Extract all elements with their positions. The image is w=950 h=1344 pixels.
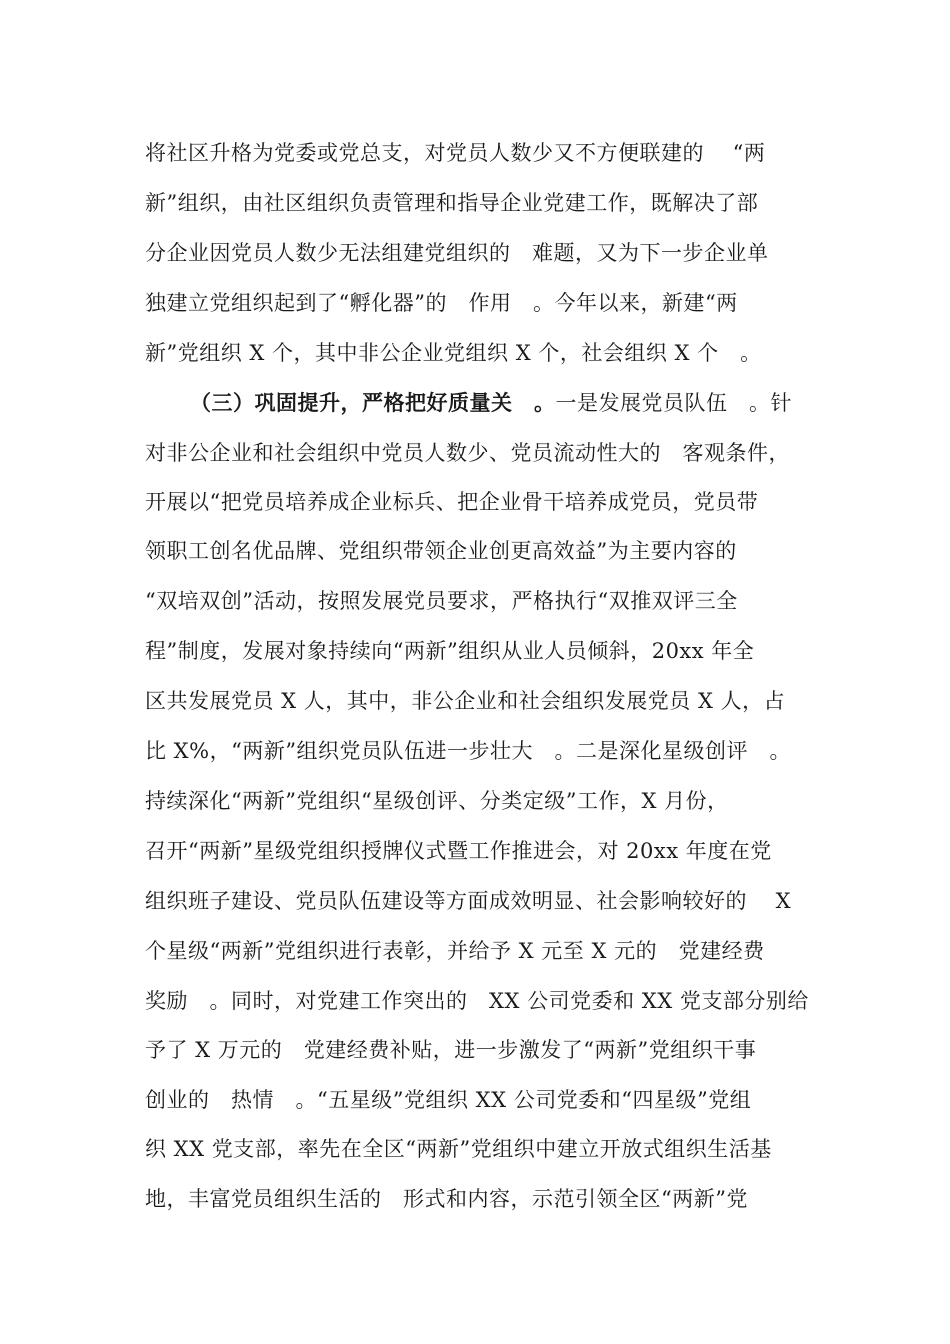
body-text-line: 予了 X 万元的 党建经费补贴，进一步激发了“两新”党组织干事	[145, 1038, 757, 1062]
body-text-line: 开展以“把党员培养成企业标兵、把企业骨干培养成党员，党员带	[145, 490, 759, 514]
body-text-line: 独建立党组织起到了“孵化器”的 作用 。今年以来，新建“两	[145, 291, 738, 315]
body-text-line: 领职工创名优品牌、党组织带领企业创更高效益”为主要内容的	[145, 539, 737, 563]
body-text-line: 将社区升格为党委或党总支，对党员人数少又不方便联建的 “两	[145, 141, 766, 165]
body-text-line: 织 XX 党支部，率先在全区“两新”党组织中建立开放式组织生活基	[145, 1137, 772, 1161]
body-text-line: 奖励 。同时，对党建工作突出的 XX 公司党委和 XX 党支部分别给	[145, 989, 809, 1013]
body-text-line: 新”党组织 X 个，其中非公企业党组织 X 个，社会组织 X 个 。	[145, 341, 762, 365]
body-text-line: 对非公企业和社会组织中党员人数少、党员流动性大的 客观条件，	[145, 441, 790, 465]
body-text-line: 个星级“两新”党组织进行表彰，并给予 X 元至 X 元的 党建经费	[145, 939, 765, 963]
section-heading-continuation: 一是发展党员队伍 。针	[555, 391, 792, 415]
body-text-line: 创业的 热情 。“五星级”党组织 XX 公司党委和“四星级”党组	[145, 1088, 752, 1112]
body-text-line: 持续深化“两新”党组织“星级创评、分类定级”工作，X 月份，	[145, 789, 729, 813]
body-text-line: 分企业因党员人数少无法组建党组织的 难题，又为下一步企业单	[145, 241, 769, 265]
section-heading: （三）巩固提升，严格把好质量关 。	[190, 391, 556, 415]
body-text-line: 比 X%，“两新”组织党员队伍进一步壮大 。二是深化星级创评 。	[145, 739, 792, 763]
body-text-line: 召开“两新”星级党组织授牌仪式暨工作推进会，对 20xx 年度在党	[145, 839, 772, 863]
section-heading-line	[190, 390, 792, 416]
body-text-line: “双培双创”活动，按照发展党员要求，严格执行“双推双评三全	[145, 589, 738, 613]
body-text-line: 地，丰富党员组织生活的 形式和内容，示范引领全区“两新”党	[145, 1187, 748, 1211]
body-text-line: 区共发展党员 X 人，其中，非公企业和社会组织发展党员 X 人，占	[145, 689, 786, 713]
body-text-line: 组织班子建设、党员队伍建设等方面成效明显、社会影响较好的 X	[145, 889, 792, 913]
body-text-line: 新”组织，由社区组织负责管理和指导企业党建工作，既解决了部	[145, 191, 759, 215]
body-text-line: 程”制度，发展对象持续向“两新”组织从业人员倾斜，20xx 年全	[145, 639, 755, 663]
